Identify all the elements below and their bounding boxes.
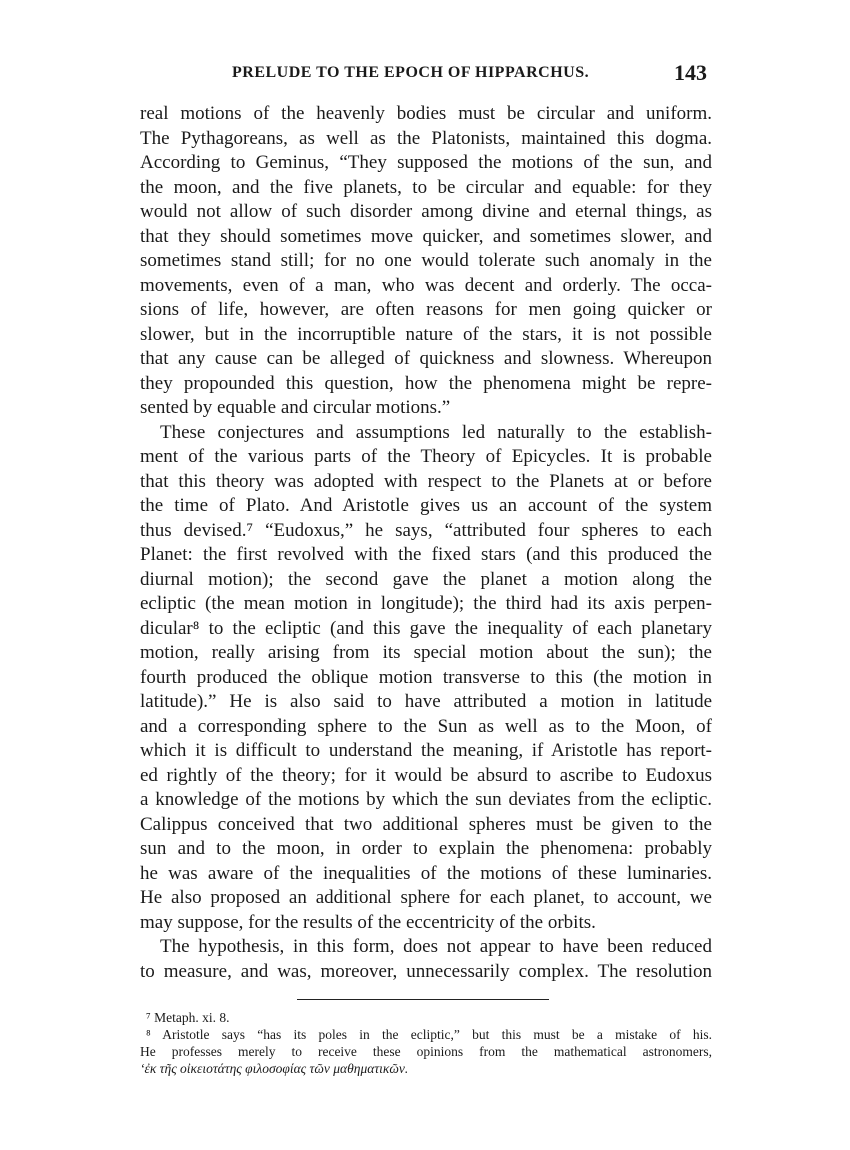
text-line: may suppose, for the results of the eccentricity of the orbits. — [140, 911, 596, 933]
page-number: 143 — [674, 60, 707, 85]
text-line: a knowledge of the motions by which the sun deviates from the ecliptic. — [140, 789, 712, 810]
text-line: they propounded this question, how the phenomena might be repre- — [140, 372, 712, 394]
text-line: According to Geminus, “They supposed the motions of the sun, and — [140, 152, 712, 173]
text-line: sometimes stand still; for no one would tolerate such anomaly in the — [140, 250, 712, 271]
text-line: fourth produced the oblique motion transverse to this (the motion in — [140, 666, 712, 688]
text-line: sented by equable and circular motions.” — [140, 397, 451, 418]
text-line: that any cause can be alleged of quickness and slowness. Whereupon — [140, 348, 712, 369]
text-line: real motions of the heavenly bodies must be circular and uniform. — [140, 103, 712, 124]
text-line: ecliptic (the mean motion in longitude); the third had its axis perpen- — [140, 593, 712, 614]
text-line: ed rightly of the theory; for it would be absurd to ascribe to Eudoxus — [140, 764, 712, 786]
footnote-8-greek: ‘ἐκ τῆς οἰκειοτάτης φιλοσοφίας τῶν μαθηματικῶν. — [140, 1061, 409, 1076]
page-header — [0, 62, 850, 90]
text-line: slower, but in the incorruptible nature of the stars, it is not possible — [140, 323, 712, 345]
body-text — [140, 102, 712, 984]
text-line: the time of Plato. And Aristotle gives us an account of the system — [140, 495, 712, 516]
footnote-8: ⁸ Aristotle says “has its poles in the ecliptic,” but this must be a mistake of his. — [146, 1027, 712, 1042]
text-line: movements, even of a man, who was decent and orderly. The occa- — [140, 274, 712, 296]
text-line: motion, really arising from its special motion about the sun); the — [140, 642, 712, 663]
text-line: the moon, and the five planets, to be circular and equable: for they — [140, 176, 712, 198]
footnotes — [140, 1009, 712, 1077]
text-line: to measure, and was, moreover, unnecessarily complex. The resolution — [140, 960, 712, 982]
text-line: sions of life, however, are often reasons for men going quicker or — [140, 299, 712, 320]
text-line: he was aware of the inequalities of the motions of these luminaries. — [140, 862, 712, 884]
footnote-divider — [297, 999, 549, 1000]
text-line: ment of the various parts of the Theory of Epicycles. It is probable — [140, 446, 712, 467]
text-line: The Pythagoreans, as well as the Platonists, maintained this dogma. — [140, 127, 712, 149]
text-line: The hypothesis, in this form, does not appear to have been reduced — [160, 936, 712, 957]
running-head: PRELUDE TO THE EPOCH OF HIPPARCHUS. — [232, 64, 590, 81]
text-line: Planet: the first revolved with the fixed stars (and this produced the — [140, 544, 712, 565]
text-line: diurnal motion); the second gave the planet a motion along the — [140, 568, 712, 590]
text-line: He also proposed an additional sphere for each planet, to account, we — [140, 887, 712, 908]
text-line: which it is difficult to understand the meaning, if Aristotle has report- — [140, 740, 712, 761]
text-line: These conjectures and assumptions led naturally to the establish- — [160, 421, 712, 443]
footnote-7: ⁷ Metaph. xi. 8. — [146, 1010, 230, 1025]
text-line: that they should sometimes move quicker, and sometimes slower, and — [140, 225, 712, 247]
text-line: sun and to the moon, in order to explain the phenomena: probably — [140, 838, 712, 859]
text-line: dicular⁸ to the ecliptic (and this gave the inequality of each planetary — [140, 617, 712, 639]
footnote-8-continued: He professes merely to receive these opinions from the mathematical astronomers, — [140, 1044, 712, 1059]
text-line: that this theory was adopted with respect to the Planets at or before — [140, 470, 712, 492]
text-line: and a corresponding sphere to the Sun as well as to the Moon, of — [140, 715, 712, 737]
text-line: thus devised.⁷ “Eudoxus,” he says, “attributed four spheres to each — [140, 519, 712, 541]
text-line: would not allow of such disorder among divine and eternal things, as — [140, 201, 712, 222]
text-line: Calippus conceived that two additional spheres must be given to the — [140, 813, 712, 835]
text-line: latitude).” He is also said to have attributed a motion in latitude — [140, 691, 712, 712]
